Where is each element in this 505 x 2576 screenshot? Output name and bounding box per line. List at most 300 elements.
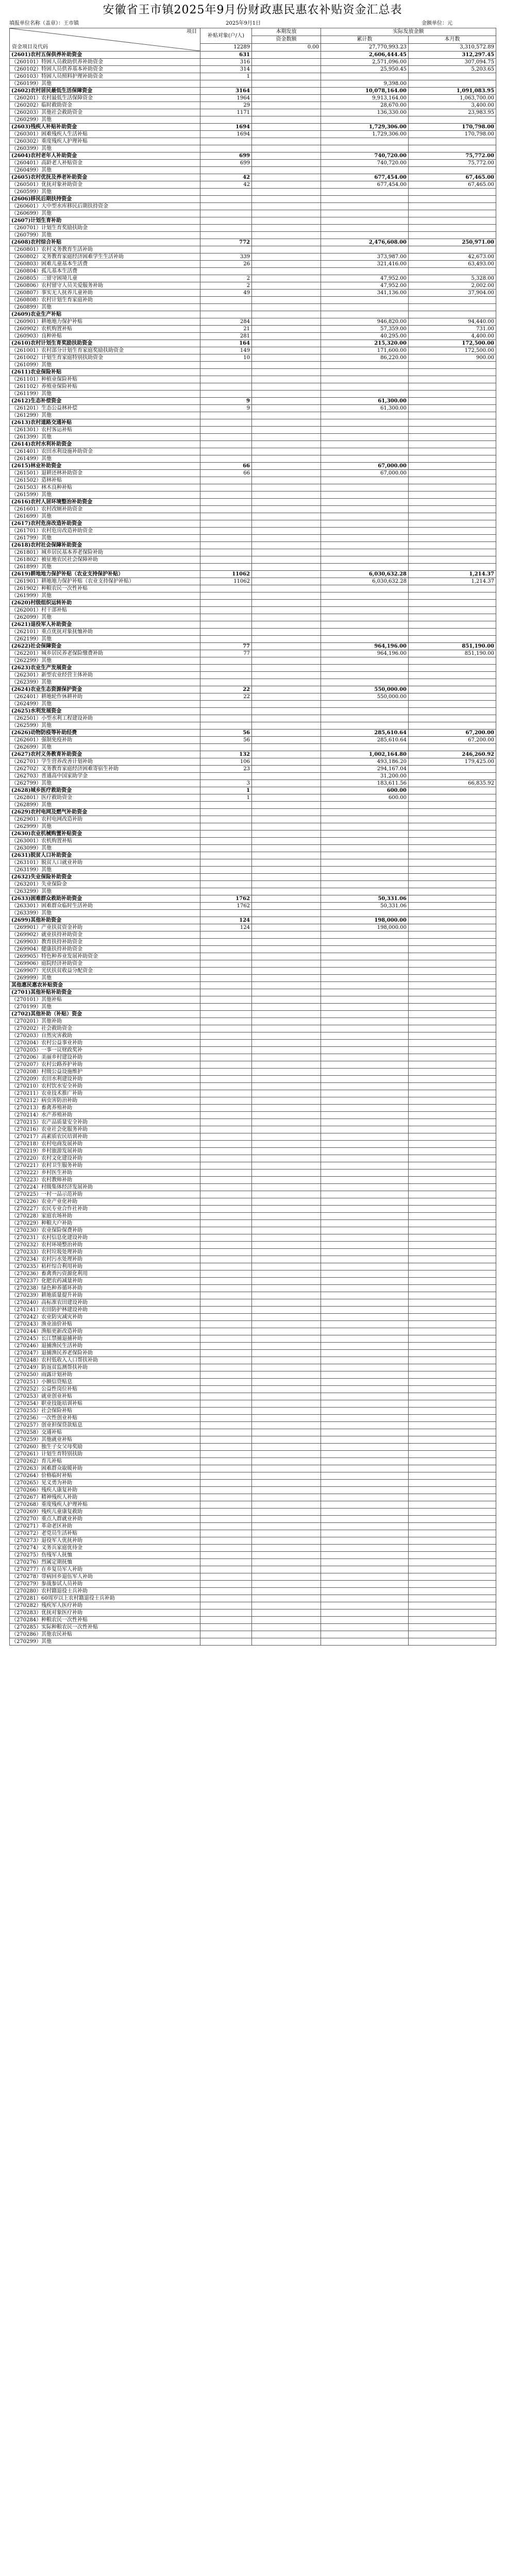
item-current (409, 1299, 496, 1307)
item-people (200, 1458, 252, 1465)
item-people (200, 1148, 252, 1155)
table-row (10, 160, 496, 167)
item-name: （263201）失业保险金 (10, 881, 200, 888)
item-name: （270276）烈属定期抚恤 (10, 1559, 200, 1566)
item-people (200, 1011, 252, 1018)
item-current (409, 1177, 496, 1184)
table-row (10, 1278, 496, 1285)
table-row (10, 1047, 496, 1054)
item-people (200, 1638, 252, 1646)
item-current (409, 1184, 496, 1191)
table-row (10, 744, 496, 751)
item-name: （270211）农业技术推广补助 (10, 1090, 200, 1097)
item-pay (252, 758, 321, 766)
item-name: （270199）其他 (10, 1004, 200, 1011)
item-current (409, 939, 496, 946)
item-current (409, 1076, 496, 1083)
item-name: (2702)其他补助（补贴）资金 (10, 1011, 200, 1018)
item-pay (252, 1357, 321, 1364)
item-pay (252, 542, 321, 549)
item-name: （260103）特困人员照料护理补助资金 (10, 73, 200, 80)
item-year: 2,476,608.00 (321, 239, 409, 246)
item-people (200, 246, 252, 253)
table-row (10, 326, 496, 333)
item-people: 1 (200, 787, 252, 794)
item-current (409, 845, 496, 852)
table-row (10, 939, 496, 946)
item-year (321, 1263, 409, 1270)
item-current (409, 823, 496, 831)
item-name: （270207）农村公路养护补助 (10, 1061, 200, 1069)
table-row (10, 975, 496, 982)
item-year: 600.00 (321, 787, 409, 794)
item-name: (2602)农村居民最低生活保障资金 (10, 88, 200, 95)
table-row (10, 556, 496, 564)
item-year: 10,078,164.00 (321, 88, 409, 95)
header-accum: 实际发放金额 (321, 28, 496, 36)
item-current (409, 535, 496, 542)
item-people (200, 1285, 252, 1292)
table-row (10, 1371, 496, 1379)
item-current (409, 802, 496, 809)
item-current (409, 1415, 496, 1422)
table-row (10, 535, 496, 542)
item-pay (252, 1285, 321, 1292)
table-row (10, 88, 496, 95)
item-people (200, 1299, 252, 1307)
item-year (321, 217, 409, 225)
item-people: 149 (200, 347, 252, 354)
item-current (409, 1400, 496, 1408)
item-current (409, 693, 496, 701)
item-current: 851,190.00 (409, 643, 496, 650)
item-year: 50,331.06 (321, 895, 409, 903)
item-current: 731.00 (409, 326, 496, 333)
item-current (409, 931, 496, 939)
item-people (200, 996, 252, 1004)
item-current (409, 672, 496, 679)
table-row (10, 802, 496, 809)
item-name: （260807）事实无人抚养儿童补助 (10, 290, 200, 297)
item-name: （270233）农村垃圾处理补助 (10, 1249, 200, 1256)
table-row (10, 924, 496, 931)
item-year (321, 1256, 409, 1263)
item-name: (2619)耕地地力保护补贴（农业支持保护补贴） (10, 571, 200, 578)
item-year (321, 1133, 409, 1141)
item-year (321, 1242, 409, 1249)
table-row (10, 953, 496, 960)
item-current (409, 607, 496, 614)
item-pay (252, 766, 321, 773)
item-current: 179,425.00 (409, 758, 496, 766)
item-year (321, 1054, 409, 1061)
table-row (10, 1220, 496, 1227)
item-name: （261901）耕地地力保护补贴（农业支持保护补贴） (10, 578, 200, 585)
item-people: 1762 (200, 903, 252, 910)
item-year: 740,720.00 (321, 152, 409, 160)
item-pay (252, 225, 321, 232)
item-people (200, 831, 252, 838)
item-people (200, 311, 252, 318)
item-current (409, 1573, 496, 1581)
item-people (200, 189, 252, 196)
item-current: 66,835.92 (409, 780, 496, 787)
item-current (409, 989, 496, 996)
table-row (10, 1270, 496, 1278)
item-people (200, 1516, 252, 1523)
item-pay (252, 823, 321, 831)
item-year (321, 1638, 409, 1646)
item-current (409, 1335, 496, 1343)
item-name: (2603)残疾人补贴补助资金 (10, 124, 200, 131)
item-people: 11062 (200, 578, 252, 585)
item-current (409, 1234, 496, 1242)
item-people (200, 1436, 252, 1444)
item-current (409, 116, 496, 124)
item-current (409, 1444, 496, 1451)
item-name: （261899）其他 (10, 564, 200, 571)
item-name: （260299）其他 (10, 116, 200, 124)
item-pay (252, 66, 321, 73)
item-year: 1,729,306.00 (321, 124, 409, 131)
item-pay (252, 939, 321, 946)
item-people: 2 (200, 275, 252, 282)
item-name: (2626)动物防疫等补助经费 (10, 730, 200, 737)
item-people (200, 585, 252, 592)
item-current (409, 1170, 496, 1177)
item-pay (252, 1530, 321, 1537)
item-year: 215,320.00 (321, 340, 409, 347)
item-people (200, 1422, 252, 1429)
item-current (409, 881, 496, 888)
table-row (10, 1133, 496, 1141)
item-people: 772 (200, 239, 252, 246)
item-name: （262599）其他 (10, 722, 200, 730)
item-name: (2601)农村五保供养补助资金 (10, 52, 200, 59)
item-name: （262399）其他 (10, 679, 200, 686)
item-people (200, 1177, 252, 1184)
item-pay (252, 1573, 321, 1581)
item-people: 23 (200, 766, 252, 773)
item-name: （270245）长江禁捕退捕补助 (10, 1335, 200, 1343)
table-row (10, 1545, 496, 1552)
item-year: 294,167.04 (321, 766, 409, 773)
item-pay (252, 152, 321, 160)
item-year: 67,000.00 (321, 463, 409, 470)
item-year (321, 744, 409, 751)
item-people (200, 1155, 252, 1162)
item-people: 314 (200, 66, 252, 73)
item-name: （261902）种粮农民一次性补贴 (10, 585, 200, 592)
item-people (200, 520, 252, 528)
item-current (409, 412, 496, 419)
item-year: 136,330.00 (321, 109, 409, 116)
item-current (409, 1487, 496, 1494)
item-current: 170,798.00 (409, 131, 496, 138)
item-pay (252, 520, 321, 528)
table-row (10, 1328, 496, 1335)
table-row (10, 290, 496, 297)
item-year: 600.00 (321, 794, 409, 802)
item-current (409, 1537, 496, 1545)
item-year: 6,030,632.28 (321, 571, 409, 578)
item-people (200, 484, 252, 492)
item-name: （270257）创业担保贷款贴息 (10, 1422, 200, 1429)
item-name: （260903）良种补贴 (10, 333, 200, 340)
item-pay (252, 1408, 321, 1415)
item-pay (252, 1335, 321, 1343)
item-year (321, 1155, 409, 1162)
item-people (200, 376, 252, 383)
table-row (10, 1177, 496, 1184)
item-year (321, 441, 409, 448)
item-current (409, 1357, 496, 1364)
item-name: （262199）其他 (10, 636, 200, 643)
item-current (409, 1609, 496, 1617)
item-name: （261201）生态公益林补偿 (10, 405, 200, 412)
item-pay (252, 744, 321, 751)
item-pay (252, 578, 321, 585)
item-pay (252, 528, 321, 535)
item-year (321, 665, 409, 672)
item-pay (252, 1631, 321, 1638)
table-row (10, 297, 496, 304)
item-year (321, 1509, 409, 1516)
table-row (10, 730, 496, 737)
table-row (10, 1126, 496, 1133)
table-row (10, 686, 496, 693)
item-current (409, 506, 496, 513)
item-year (321, 1141, 409, 1148)
item-year (321, 1126, 409, 1133)
item-year: 171,600.00 (321, 347, 409, 354)
item-pay (252, 946, 321, 953)
item-people: 1762 (200, 895, 252, 903)
item-current (409, 246, 496, 253)
item-year (321, 874, 409, 881)
table-row (10, 773, 496, 780)
item-name: （262702）义务教育家庭经济困难寄宿生补助 (10, 766, 200, 773)
item-current (409, 787, 496, 794)
item-current (409, 1624, 496, 1631)
item-people (200, 528, 252, 535)
item-current: 900.00 (409, 354, 496, 362)
item-current (409, 564, 496, 571)
item-year (321, 116, 409, 124)
item-pay (252, 600, 321, 607)
item-pay (252, 679, 321, 686)
item-current (409, 1328, 496, 1335)
item-pay (252, 1220, 321, 1227)
item-year (321, 1184, 409, 1191)
item-current: 172,500.00 (409, 347, 496, 354)
item-people: 3 (200, 780, 252, 787)
item-people (200, 1083, 252, 1090)
item-year: 2,606,444.45 (321, 52, 409, 59)
item-name: （260302）重度残疾人护理补贴 (10, 138, 200, 145)
item-people (200, 304, 252, 311)
item-pay (252, 80, 321, 88)
item-year (321, 1537, 409, 1545)
item-year: 285,610.64 (321, 737, 409, 744)
item-name: (2627)农村义务教育补助资金 (10, 751, 200, 758)
item-current (409, 1206, 496, 1213)
item-name: (2625)水利发展资金 (10, 708, 200, 715)
item-current: 75,772.00 (409, 160, 496, 167)
item-name: （260806）农村留守人员关爱服务补助 (10, 282, 200, 290)
item-current (409, 888, 496, 895)
item-pay (252, 1480, 321, 1487)
item-pay (252, 1040, 321, 1047)
table-row (10, 751, 496, 758)
item-current (409, 1617, 496, 1624)
item-pay (252, 1032, 321, 1040)
table-row (10, 708, 496, 715)
item-people (200, 1509, 252, 1516)
item-pay (252, 405, 321, 412)
item-pay (252, 1076, 321, 1083)
table-row (10, 823, 496, 831)
item-pay (252, 643, 321, 650)
item-people: 124 (200, 917, 252, 924)
item-year (321, 203, 409, 210)
item-year (321, 1213, 409, 1220)
item-name: （261699）其他 (10, 513, 200, 520)
item-people (200, 1472, 252, 1480)
item-pay (252, 203, 321, 210)
table-row (10, 448, 496, 455)
item-name: （270205）一事一议财政奖补 (10, 1047, 200, 1054)
item-pay (252, 888, 321, 895)
item-year (321, 968, 409, 975)
item-current (409, 167, 496, 174)
item-pay (252, 1278, 321, 1285)
table-row (10, 852, 496, 859)
item-year (321, 816, 409, 823)
item-name: (2701)其他补贴补助资金 (10, 989, 200, 996)
item-people (200, 722, 252, 730)
item-name: （261099）其他 (10, 362, 200, 369)
item-pay (252, 621, 321, 629)
item-name: （261503）林木良种补贴 (10, 484, 200, 492)
item-year (321, 1386, 409, 1393)
item-name: (2606)移民后期扶持资金 (10, 196, 200, 203)
table-row (10, 1263, 496, 1270)
item-year (321, 975, 409, 982)
item-year (321, 1444, 409, 1451)
table-row (10, 679, 496, 686)
item-pay (252, 1458, 321, 1465)
item-pay (252, 585, 321, 592)
item-name: (2609)农业生产补贴 (10, 311, 200, 318)
item-pay (252, 1451, 321, 1458)
item-pay (252, 715, 321, 722)
table-row (10, 362, 496, 369)
item-current (409, 1263, 496, 1270)
item-current: 851,190.00 (409, 650, 496, 657)
item-name: （263301）困难群众临时生活补助 (10, 903, 200, 910)
item-current (409, 1588, 496, 1595)
item-current (409, 419, 496, 427)
item-people: 49 (200, 290, 252, 297)
table-row (10, 1314, 496, 1321)
item-people (200, 939, 252, 946)
item-year (321, 1566, 409, 1573)
item-pay (252, 1292, 321, 1299)
item-current (409, 1083, 496, 1090)
item-year (321, 1465, 409, 1472)
item-current (409, 1371, 496, 1379)
table-row (10, 520, 496, 528)
item-pay (252, 131, 321, 138)
item-name: （270223）农村教师补助 (10, 1177, 200, 1184)
item-people (200, 434, 252, 441)
table-row (10, 311, 496, 318)
item-current: 94,440.00 (409, 318, 496, 326)
item-year (321, 1624, 409, 1631)
item-people (200, 145, 252, 152)
item-pay (252, 1061, 321, 1069)
item-current (409, 1458, 496, 1465)
item-people (200, 629, 252, 636)
item-year (321, 189, 409, 196)
item-pay (252, 838, 321, 845)
item-year: 61,300.00 (321, 398, 409, 405)
table-row (10, 477, 496, 484)
item-pay (252, 347, 321, 354)
item-people (200, 968, 252, 975)
item-name: （270215）农产品质量安全补助 (10, 1119, 200, 1126)
item-name: （260799）其他 (10, 232, 200, 239)
item-name: （270228）家庭农场补助 (10, 1213, 200, 1220)
item-people (200, 1191, 252, 1198)
item-year (321, 304, 409, 311)
table-row (10, 1472, 496, 1480)
table-row (10, 434, 496, 441)
item-pay (252, 852, 321, 859)
item-pay (252, 1155, 321, 1162)
item-pay (252, 210, 321, 217)
item-name: （260805）三留守困境儿童 (10, 275, 200, 282)
item-people (200, 1573, 252, 1581)
table-row (10, 1573, 496, 1581)
item-year (321, 1032, 409, 1040)
item-people (200, 535, 252, 542)
item-name: (2699)其他补助资金 (10, 917, 200, 924)
item-people: 11062 (200, 571, 252, 578)
item-current (409, 477, 496, 484)
header-item-cell (10, 28, 200, 52)
item-current (409, 1112, 496, 1119)
item-people: 1171 (200, 109, 252, 116)
item-pay (252, 492, 321, 499)
item-year (321, 1581, 409, 1588)
item-name: (2621)退役军人补助资金 (10, 621, 200, 629)
item-name: (2610)农村计划生育奖励扶助资金 (10, 340, 200, 347)
item-name: （269903）教育扶持补助资金 (10, 939, 200, 946)
table-row (10, 1422, 496, 1429)
item-people (200, 419, 252, 427)
item-current (409, 629, 496, 636)
item-current (409, 1227, 496, 1234)
item-year: 1,002,164.80 (321, 751, 409, 758)
item-people: 10 (200, 354, 252, 362)
item-current (409, 1018, 496, 1025)
item-pay (252, 102, 321, 109)
item-current (409, 917, 496, 924)
item-pay (252, 311, 321, 318)
table-row (10, 809, 496, 816)
